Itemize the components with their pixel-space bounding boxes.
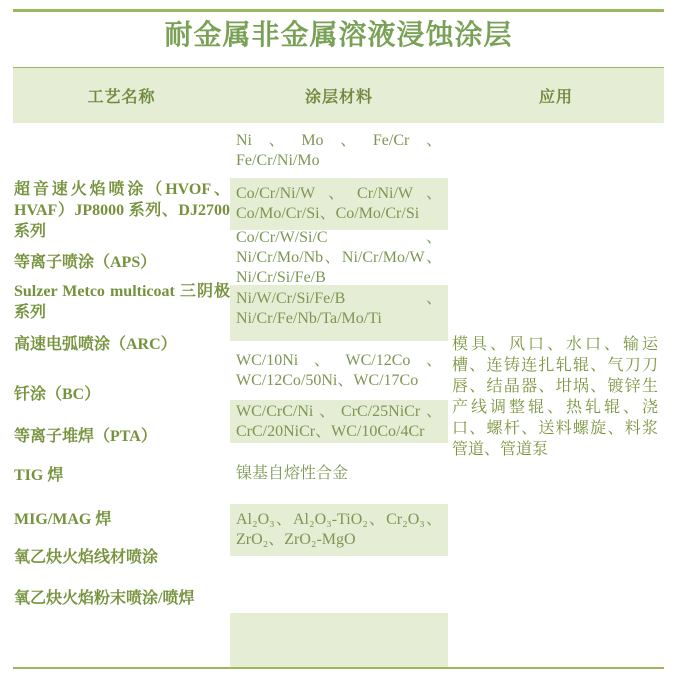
bottom-divider: [13, 667, 664, 669]
material-cell-3: Co/Cr/W/Si/C、Ni/Cr/Mo/Nb、Ni/Cr/Mo/W、Ni/Cr/Si/Fe/B: [236, 228, 442, 286]
material-cell-2: Co/Cr/Ni/W、Cr/Ni/W、Co/Mo/Cr/Si、Co/Mo/Cr/Si: [230, 178, 448, 230]
process-name-sulzer-metco: Sulzer Metco multicoat 三阴极系列: [14, 283, 230, 321]
material-cell-8: Al₂O₃、Al₂O₃-TiO₂、Cr₂O₃、ZrO₂、ZrO₂-MgO: [230, 504, 448, 556]
process-name-aps: 等离子喷涂（APS）: [14, 254, 157, 271]
application-cell: 模具、风口、水口、输运槽、连铸连扎轧辊、气刀刀唇、结晶器、坩埚、镀锌生产线调整辊、热轧辊、浇口、螺杆、送料螺旋、料浆管道、管道泵: [452, 336, 658, 458]
process-name-mig-mag: MIG/MAG 焊: [14, 511, 112, 528]
page-title: 耐金属非金属溶液浸蚀涂层: [164, 20, 513, 51]
column-header-application: 应用: [538, 89, 573, 106]
material-cell-9-empty: [230, 613, 448, 668]
column-header-material: 涂层材料: [304, 89, 373, 106]
process-name-oxyacetylene-wire: 氧乙炔火焰线材喷涂: [14, 549, 159, 566]
process-name-bc: 钎涂（BC）: [14, 386, 101, 403]
table-header-row: [13, 67, 664, 123]
material-cell-5: WC/10Ni、WC/12Co、WC/12Co/50Ni、WC/17Co: [236, 351, 442, 389]
top-divider: [13, 9, 664, 12]
column-header-process: 工艺名称: [87, 89, 156, 106]
material-cell-4: Ni/W/Cr/Si/Fe/B、Ni/Cr/Fe/Nb/Ta/Mo/Ti: [230, 285, 448, 341]
material-cell-1: Ni、Mo、Fe/Cr、Fe/Cr/Ni/Mo: [236, 131, 442, 169]
process-name-tig: TIG 焊: [14, 467, 64, 484]
process-name-hvof: 超音速火焰喷涂（HVOF、HVAF）JP8000 系列、DJ2700 系列: [14, 181, 230, 240]
process-name-pta: 等离子堆焊（PTA）: [14, 428, 157, 445]
process-name-arc: 高速电弧喷涂（ARC）: [14, 336, 177, 353]
material-cell-7: 镍基自熔性合金: [236, 464, 349, 482]
material-cell-6: WC/CrC/Ni、CrC/25NiCr、CrC/20NiCr、WC/10Co/4Cr: [230, 400, 448, 443]
process-name-oxyacetylene-powder: 氧乙炔火焰粉末喷涂/喷焊: [14, 590, 195, 607]
